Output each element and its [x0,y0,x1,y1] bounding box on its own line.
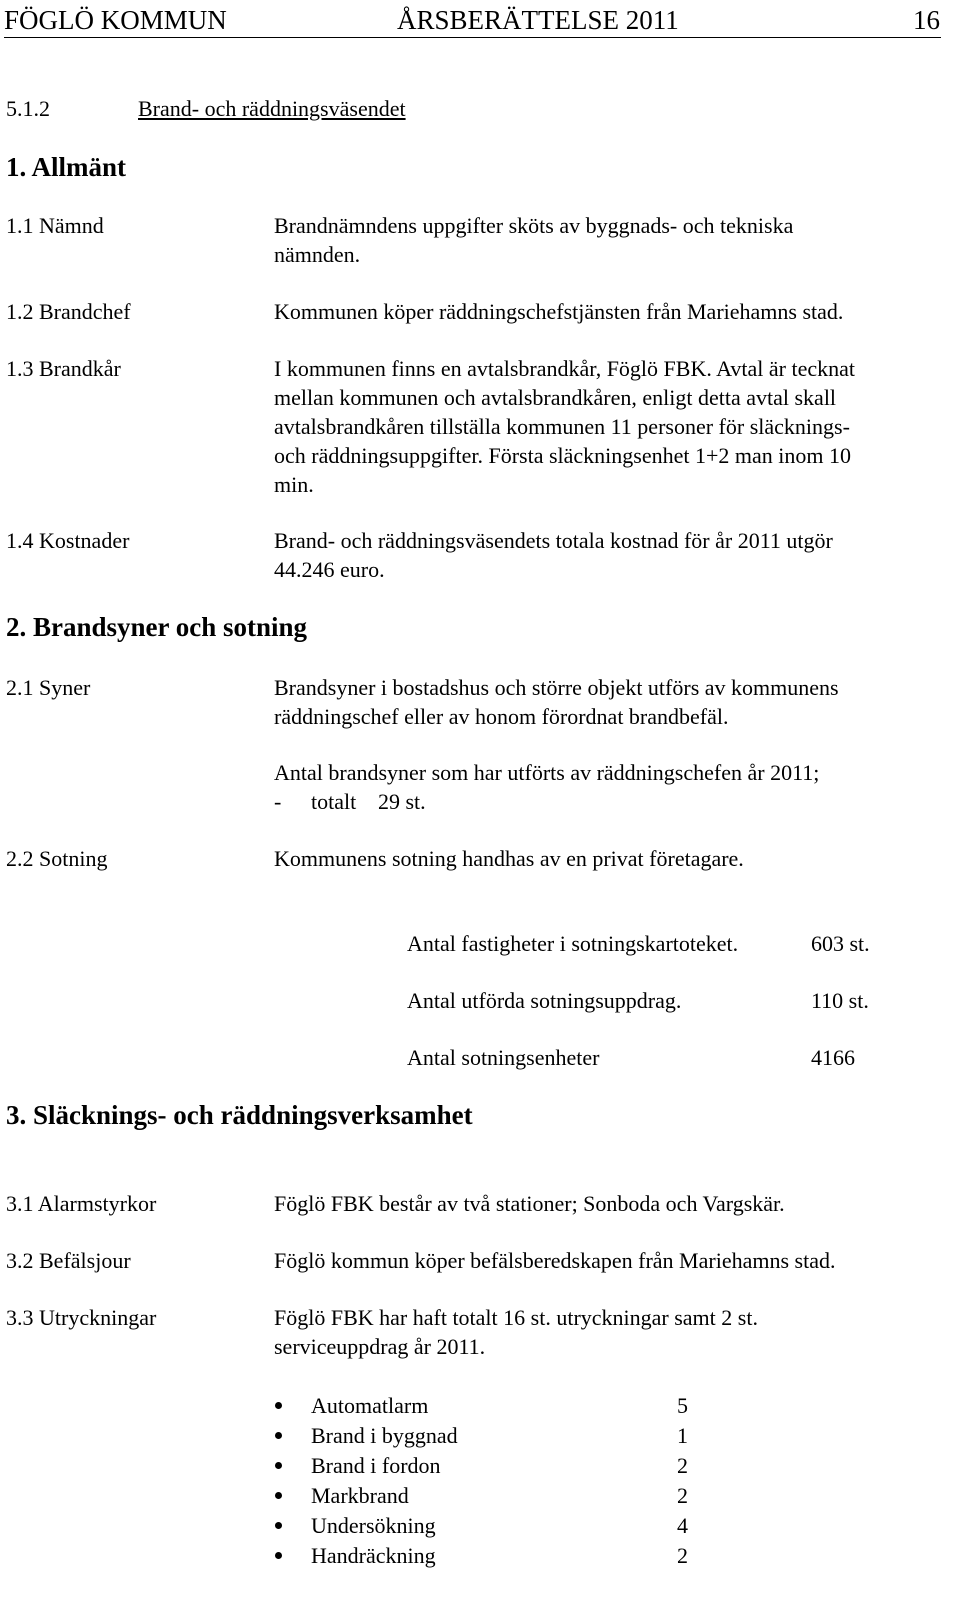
heading-slacknings: 3. Släcknings- och räddningsverksamhet [6,1100,473,1130]
text-syner-line: räddningschef eller av honom förordnat brandbefäl. [274,704,729,729]
label-namnd: 1.1 Nämnd [6,213,104,238]
text-alarmstyrkor: Föglö FBK består av två stationer; Sonboda och Vargskär. [274,1191,785,1216]
header-page-number: 16 [913,5,940,35]
label-utryckningar: 3.3 Utryckningar [6,1305,157,1330]
sotning-stat-label: Antal fastigheter i sotningskartoteket. [407,931,739,956]
label-befalsjour: 3.2 Befälsjour [6,1248,131,1273]
list-item-type: Markbrand [311,1483,409,1508]
bullet-icon [275,1462,282,1469]
list-item-count: 2 [677,1543,688,1568]
text-befalsjour: Föglö kommun köper befälsberedskapen från Mariehamns stad. [274,1248,836,1273]
bullet-icon [275,1432,282,1439]
label-brandkar: 1.3 Brandkår [6,356,121,381]
label-brandchef: 1.2 Brandchef [6,299,131,324]
text-brandkar-line: I kommunen finns en avtalsbrandkår, Föglö FBK. Avtal är tecknat [274,356,855,381]
bullet-icon [275,1522,282,1529]
text-utryckningar-line: Föglö FBK har haft totalt 16 st. utryckningar samt 2 st. [274,1305,758,1330]
bullet-icon [275,1552,282,1559]
header-rule [4,37,941,38]
heading-brandsyner: 2. Brandsyner och sotning [6,612,308,642]
section-title: Brand- och räddningsväsendet [138,96,406,121]
label-kostnader: 1.4 Kostnader [6,528,130,553]
header-municipality: FÖGLÖ KOMMUN [4,5,227,35]
list-item-type: Undersökning [311,1513,436,1538]
list-item-type: Brand i fordon [311,1453,441,1478]
text-brandkar-line: avtalsbrandkåren tillställa kommunen 11 personer för släcknings- [274,414,850,439]
list-item-type: Automatlarm [311,1393,429,1418]
text-utryckningar-line: serviceuppdrag år 2011. [274,1334,486,1359]
syner-total-label: totalt [311,789,357,814]
sotning-stat-value: 603 st. [811,931,870,956]
syner-total-dash: - [274,789,282,814]
label-sotning: 2.2 Sotning [6,846,108,871]
list-item-count: 2 [677,1483,688,1508]
text-kostnader-line: Brand- och räddningsväsendets totala kostnad för år 2011 utgör [274,528,833,553]
list-item-type: Brand i byggnad [311,1423,458,1448]
header-report-title: ÅRSBERÄTTELSE 2011 [397,5,679,35]
label-alarmstyrkor: 3.1 Alarmstyrkor [6,1191,157,1216]
sotning-stat-value: 4166 [811,1045,855,1070]
text-brandchef: Kommunen köper räddningschefstjänsten från Mariehamns stad. [274,299,844,324]
text-sotning: Kommunens sotning handhas av en privat företagare. [274,846,744,871]
text-namnd: Brandnämndens uppgifter sköts av byggnads- och tekniska nämnden. [274,213,794,267]
list-item-type: Handräckning [311,1543,436,1568]
text-brandkar-line: mellan kommunen och avtalsbrandkåren, enligt detta avtal skall [274,385,837,410]
label-syner: 2.1 Syner [6,675,91,700]
text-syner-count: Antal brandsyner som har utförts av räddningschefen år 2011; [274,760,820,785]
text-brandkar-line: min. [274,472,314,497]
heading-allmant: 1. Allmänt [6,152,127,182]
bullet-icon [275,1402,282,1409]
text-kostnader-line: 44.246 euro. [274,557,385,582]
sotning-stat-label: Antal sotningsenheter [407,1045,600,1070]
section-number: 5.1.2 [6,96,50,121]
list-item-count: 1 [677,1423,688,1448]
syner-total-value: 29 st. [378,789,426,814]
list-item-count: 2 [677,1453,688,1478]
sotning-stat-value: 110 st. [811,988,869,1013]
text-syner-line: Brandsyner i bostadshus och större objekt utförs av kommunens [274,675,839,700]
bullet-icon [275,1492,282,1499]
sotning-stat-label: Antal utförda sotningsuppdrag. [407,988,682,1013]
text-brandkar-line: och räddningsuppgifter. Första släckningsenhet 1+2 man inom 10 [274,443,851,468]
list-item-count: 4 [677,1513,688,1538]
list-item-count: 5 [677,1393,688,1418]
